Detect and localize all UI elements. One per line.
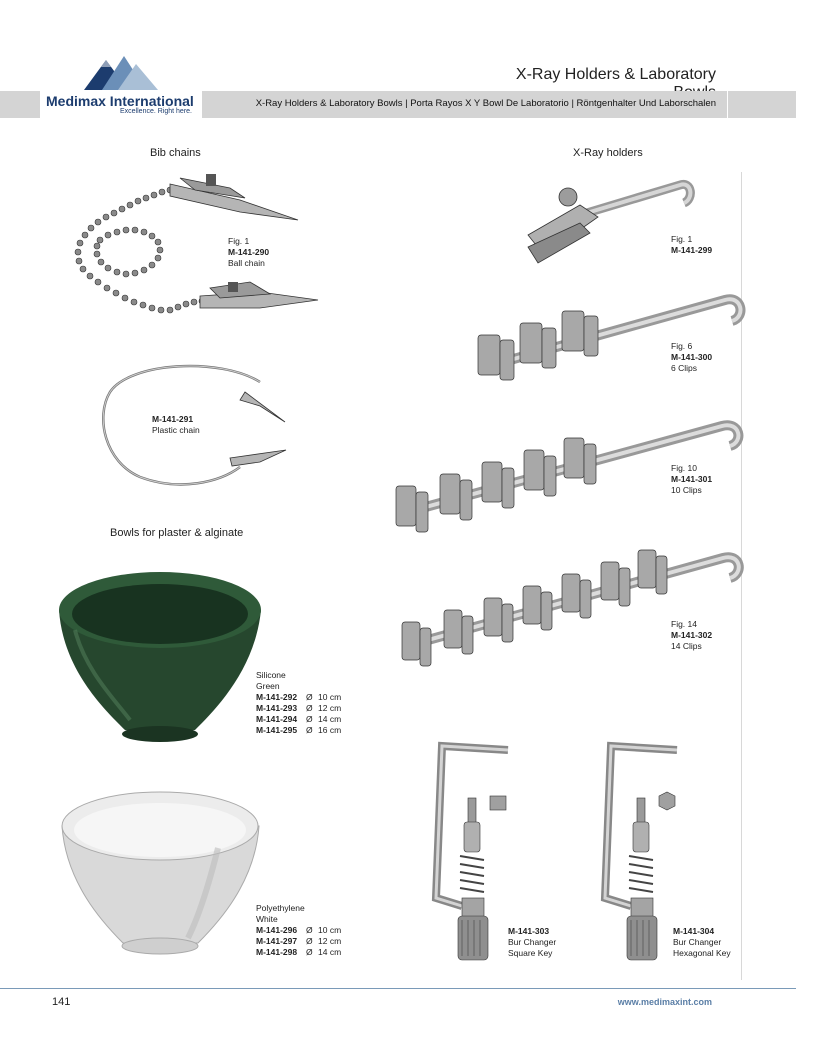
- product-code: M-141-299: [671, 245, 713, 255]
- logo-mountain-icon: [84, 54, 158, 90]
- list-item: [256, 714, 341, 725]
- product-code: M-141-297: [256, 936, 298, 946]
- alligator-clip-top: [170, 174, 298, 220]
- list-item: [256, 692, 341, 703]
- product-code: M-141-295: [256, 725, 298, 735]
- product-desc: 14 Clips: [671, 641, 702, 651]
- size: 14 cm: [318, 947, 342, 957]
- ball-chain-image: [70, 170, 320, 320]
- material-label: Silicone: [256, 670, 286, 680]
- color-label: Green: [256, 681, 280, 691]
- page-subtitle: X-Ray Holders & Laboratory Bowls | Porta Rayos X Y Bowl De Laboratorio | Röntgenhalter Und Laborschalen: [255, 98, 716, 109]
- white-bowl-image: [58, 788, 263, 958]
- caption-plastic-chain: [152, 414, 200, 436]
- size: 10 cm: [318, 692, 342, 702]
- product-code: M-141-303: [508, 926, 550, 936]
- material-label: Polyethylene: [256, 903, 305, 913]
- size: 16 cm: [318, 725, 342, 735]
- size: 12 cm: [318, 936, 342, 946]
- logo-name: Medimax International: [46, 93, 194, 109]
- green-bowl-image: [55, 570, 265, 745]
- fig-label: Fig. 1: [228, 236, 250, 246]
- list-item: [256, 925, 341, 936]
- diameter-symbol: Ø: [306, 714, 313, 724]
- xray-holder-14-clips-image: [398, 540, 744, 675]
- diameter-symbol: Ø: [306, 936, 313, 946]
- diameter-symbol: Ø: [306, 947, 313, 957]
- color-label: White: [256, 914, 278, 924]
- list-item: [256, 703, 341, 714]
- product-desc: 10 Clips: [671, 485, 702, 495]
- size: 12 cm: [318, 703, 342, 713]
- section-title-bib-chains: Bib chains: [150, 147, 201, 159]
- product-code: M-141-298: [256, 947, 298, 957]
- list-item: [256, 947, 341, 958]
- product-desc: Bur Changer: [673, 937, 722, 947]
- fig-label: Fig. 1: [671, 234, 693, 244]
- caption-holder-fig6: [671, 341, 712, 374]
- caption-holder-fig14: [671, 619, 712, 652]
- product-desc: Ball chain: [228, 258, 265, 268]
- product-code: M-141-301: [671, 474, 713, 484]
- fig-label: Fig. 6: [671, 341, 693, 351]
- section-title-bowls: Bowls for plaster & alginate: [110, 527, 244, 539]
- bur-changer-square-image: [428, 738, 518, 960]
- caption-bur-hex: [673, 926, 731, 959]
- fig-label: Fig. 10: [671, 463, 697, 473]
- caption-bur-square: [508, 926, 556, 959]
- product-code: M-141-293: [256, 703, 298, 713]
- alligator-clip-bottom: [200, 282, 318, 308]
- product-code: M-141-296: [256, 925, 298, 935]
- xray-holder-single-image: [520, 175, 695, 270]
- product-desc: Plastic chain: [152, 425, 200, 435]
- product-code: M-141-292: [256, 692, 298, 702]
- product-code: M-141-291: [152, 414, 194, 424]
- product-code: M-141-294: [256, 714, 298, 724]
- product-variant: Hexagonal Key: [673, 948, 731, 958]
- product-variant: Square Key: [508, 948, 553, 958]
- diameter-symbol: Ø: [306, 925, 313, 935]
- diameter-symbol: Ø: [306, 703, 313, 713]
- header-bar-divider: [727, 91, 728, 118]
- section-title-xray-holders: X-Ray holders: [573, 147, 643, 159]
- caption-green-bowl: [256, 670, 341, 736]
- list-item: [256, 936, 341, 947]
- product-desc: 6 Clips: [671, 363, 697, 373]
- logo-tagline: Excellence. Right here.: [120, 108, 192, 115]
- caption-white-bowl: [256, 903, 341, 958]
- product-code: M-141-302: [671, 630, 713, 640]
- product-desc: Bur Changer: [508, 937, 557, 947]
- size: 10 cm: [318, 925, 342, 935]
- diameter-symbol: Ø: [306, 692, 313, 702]
- size: 14 cm: [318, 714, 342, 724]
- page-number: 141: [52, 996, 71, 1008]
- product-code: M-141-290: [228, 247, 270, 257]
- fig-label: Fig. 14: [671, 619, 697, 629]
- caption-holder-fig10: [671, 463, 712, 496]
- caption-ball-chain: [228, 236, 269, 269]
- diameter-symbol: Ø: [306, 725, 313, 735]
- product-code: M-141-304: [673, 926, 715, 936]
- website-link[interactable]: www.medimaxint.com: [617, 997, 712, 1007]
- caption-holder-fig1: [671, 234, 712, 256]
- footer-divider: [0, 988, 796, 989]
- list-item: [256, 725, 341, 736]
- product-code: M-141-300: [671, 352, 713, 362]
- page-title: X-Ray Holders & Laboratory: [515, 66, 716, 83]
